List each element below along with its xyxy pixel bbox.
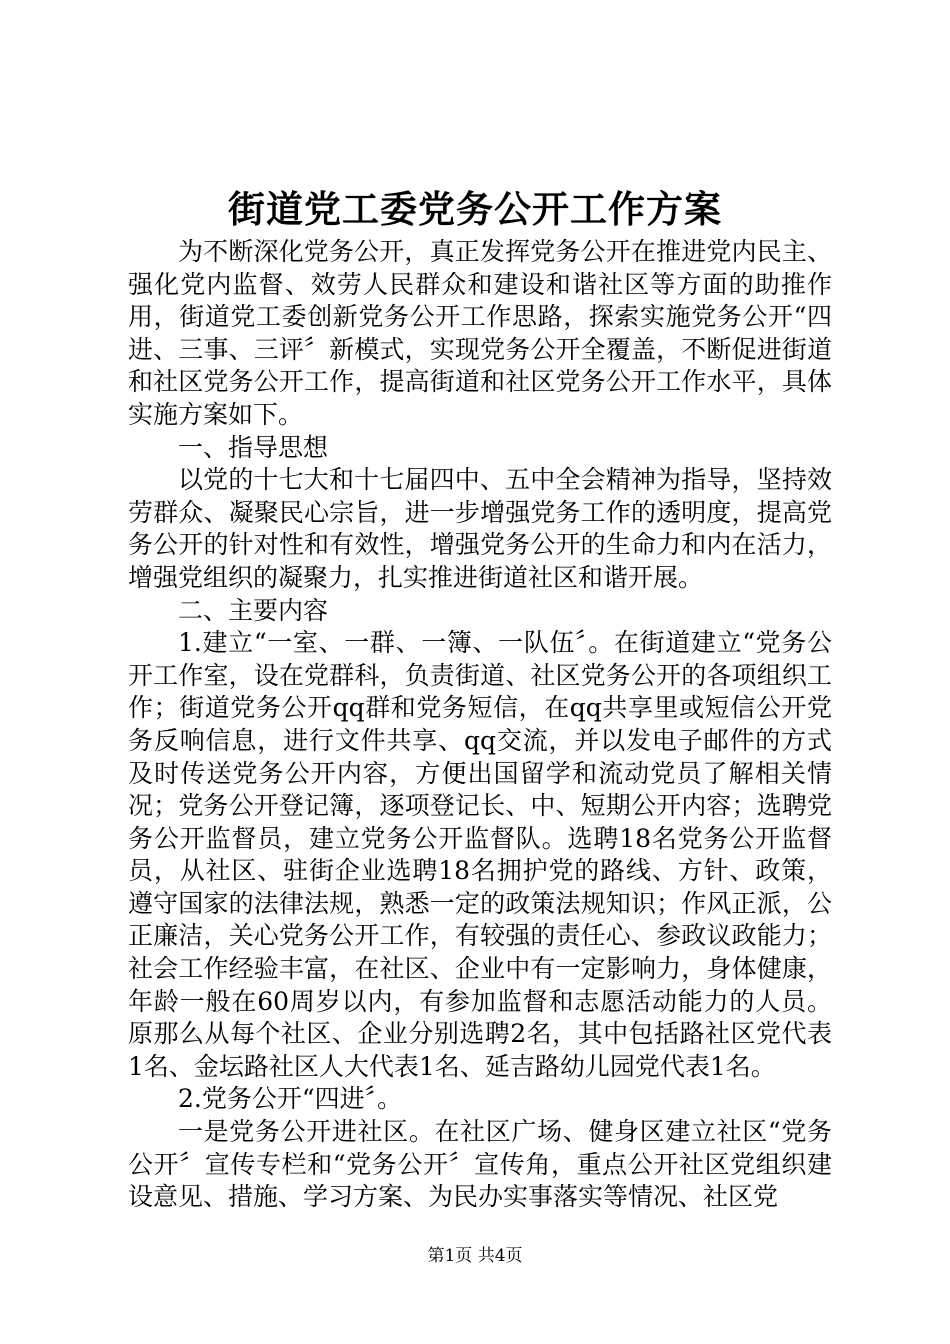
paragraph-item-2-detail: 一是党务公开进社区。在社区广场、健身区建立社区“党务公开〞宣传专栏和“党务公开〞宣传角，重点公开社区党组织建设意见、措施、学习方案、为民办实事落实等情况、社区党 <box>128 1117 832 1212</box>
paragraph-item-1: 1.建立“一室、一群、一簿、一队伍〞。在街道建立“党务公开工作室，设在党群科，负责街道、社区党务公开的各项组织工作；街道党务公开qq群和党务短信，在qq共享里或短信公开党务反响信息，进行文件共享、qq交流，并以发电子邮件的方式及时传送党务公开内容，方便出国留学和流动党员了解相关情况；党务公开登记簿，逐项登记长、中、短期公开内容；选聘党务公开监督员，建立党务公开监督队。选聘18名党务公开监督员，从社区、驻街企业选聘18名拥护党的路线、方针、政策，遵守国家的法律法规，熟悉一定的政策法规知识；作风正派，公正廉洁，关心党务公开工作，有较强的责任心、参政议政能力；社会工作经验丰富，在社区、企业中有一定影响力，身体健康，年龄一般在60周岁以内，有参加监督和志愿活动能力的人员。原那么从每个社区、企业分别选聘2名，其中包括路社区党代表1名、金坛路社区人大代表1名、延吉路幼儿园党代表1名。 <box>128 628 832 1081</box>
heading-main-content: 二、主要内容 <box>178 595 329 625</box>
paragraph-intro: 为不断深化党务公开，真正发挥党务公开在推进党内民主、强化党内监督、效劳人民群众和建设和谐社区等方面的助推作用，街道党工委创新党务公开工作思路，探索实施党务公开“四进、三事、三评〞新模式，实现党务公开全覆盖，不断促进街道和社区党务公开工作，提高街道和社区党务公开工作水平，具体实施方案如下。 <box>128 237 832 429</box>
paragraph-item-2: 2.党务公开“四进〞。 <box>178 1084 403 1114</box>
page-footer: 第1页 共4页 <box>427 1246 523 1266</box>
document-title: 街道党工委党务公开工作方案 <box>228 187 722 231</box>
paragraph-guiding-ideology: 以党的十七大和十七届四中、五中全会精神为指导，坚持效劳群众、凝聚民心宗旨，进一步增强党务工作的透明度，提高党务公开的针对性和有效性，增强党务公开的生命力和内在活力，增强党组织的凝聚力，扎实推进街道社区和谐开展。 <box>128 465 832 592</box>
document-body <box>128 236 832 1214</box>
heading-guiding-ideology: 一、指导思想 <box>178 432 329 462</box>
